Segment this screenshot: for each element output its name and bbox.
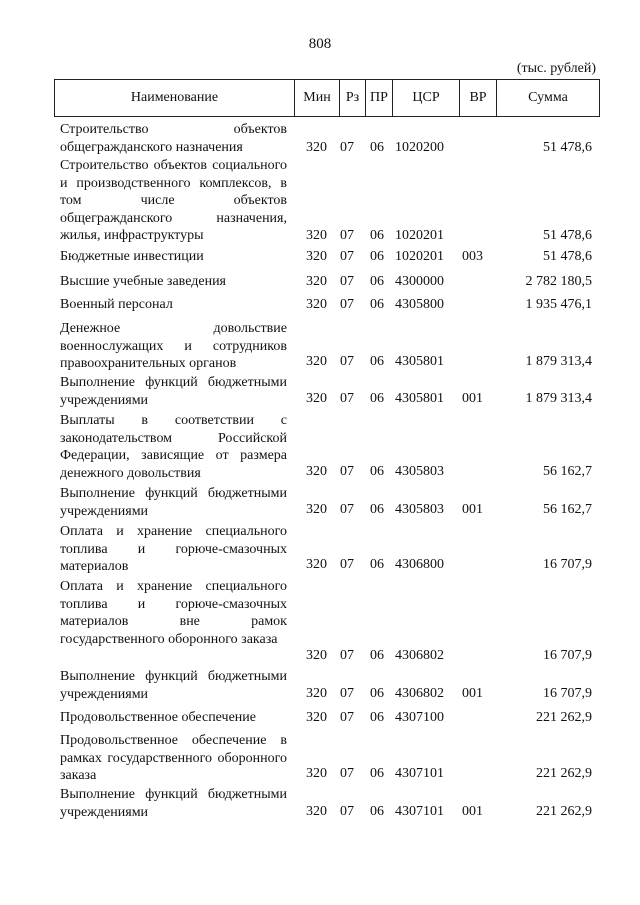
row-csr: 4305801 <box>395 354 444 369</box>
row-name: Оплата и хранение специального топлива и горюче-смазочных материалов <box>60 524 287 574</box>
row-min: 320 <box>306 354 327 369</box>
row-sum: 51 478,6 <box>543 139 592 155</box>
row-pr: 06 <box>370 464 384 479</box>
row-min: 320 <box>306 228 327 243</box>
row-rz: 07 <box>340 710 354 725</box>
row-rz: 07 <box>340 228 354 243</box>
row-name: Выполнение функций бюджетными учреждениями <box>60 787 287 820</box>
row-min: 320 <box>306 766 327 781</box>
row-sum: 1 879 313,4 <box>525 354 592 369</box>
header-rz: Рз <box>340 80 366 116</box>
row-sum: 16 707,9 <box>543 648 592 663</box>
row-rz: 07 <box>340 464 354 479</box>
row-name: Бюджетные инвестиции <box>60 249 204 264</box>
row-csr: 1020201 <box>395 249 444 264</box>
row-pr: 06 <box>370 139 384 155</box>
row-pr: 06 <box>370 354 384 369</box>
row-min: 320 <box>306 249 327 264</box>
row-min: 320 <box>306 686 327 701</box>
row-rz: 07 <box>340 249 354 264</box>
row-min: 320 <box>306 804 327 819</box>
row-pr: 06 <box>370 557 384 572</box>
row-csr: 4305800 <box>395 297 444 312</box>
row-rz: 07 <box>340 139 354 155</box>
row-min: 320 <box>306 648 327 663</box>
row-csr: 4307100 <box>395 710 444 725</box>
row-sum: 1 935 476,1 <box>525 297 592 312</box>
row-sum: 16 707,9 <box>543 686 592 701</box>
header-pr: ПР <box>366 80 393 116</box>
row-csr: 4307101 <box>395 804 444 819</box>
row-name: Продовольственное обеспечение <box>60 710 256 725</box>
row-name: Выполнение функций бюджетными учреждениями <box>60 669 287 702</box>
row-name: Выплаты в соответствии с законодательством Российской Федерации, зависящие от размера денежного довольствия <box>60 413 287 481</box>
row-name: Оплата и хранение специального топлива и горюче-смазочных материалов вне рамок государственного оборонного заказа <box>60 579 287 647</box>
row-csr: 4306800 <box>395 557 444 572</box>
row-min: 320 <box>306 557 327 572</box>
header-name: Наименование <box>55 80 295 116</box>
row-rz: 07 <box>340 391 354 406</box>
row-pr: 06 <box>370 686 384 701</box>
row-pr: 06 <box>370 648 384 663</box>
row-vr: 003 <box>462 249 483 264</box>
row-pr: 06 <box>370 274 384 289</box>
row-rz: 07 <box>340 557 354 572</box>
row-csr: 1020201 <box>395 228 444 243</box>
row-vr: 001 <box>462 391 483 406</box>
row-pr: 06 <box>370 502 384 517</box>
row-csr: 4305803 <box>395 502 444 517</box>
row-sum: 221 262,9 <box>536 766 592 781</box>
row-rz: 07 <box>340 502 354 517</box>
row-pr: 06 <box>370 297 384 312</box>
row-pr: 06 <box>370 228 384 243</box>
row-name: Выполнение функций бюджетными учреждениями <box>60 486 287 519</box>
row-min: 320 <box>306 710 327 725</box>
row-name: Продовольственное обеспечение в рамках государственного оборонного заказа <box>60 733 287 783</box>
row-csr: 4305803 <box>395 464 444 479</box>
page-number: 808 <box>308 36 332 52</box>
row-pr: 06 <box>370 766 384 781</box>
table-header <box>54 79 600 117</box>
row-name: Строительство объектов общегражданского назначения <box>60 122 287 155</box>
row-csr: 4307101 <box>395 766 444 781</box>
row-min: 320 <box>306 502 327 517</box>
row-min: 320 <box>306 464 327 479</box>
row-name: Военный персонал <box>60 297 173 312</box>
row-pr: 06 <box>370 710 384 725</box>
row-csr: 4306802 <box>395 686 444 701</box>
units-note: (тыс. рублей) <box>516 61 596 76</box>
row-sum: 51 478,6 <box>543 228 592 243</box>
row-vr: 001 <box>462 502 483 517</box>
row-name: Строительство объектов социального и производственного комплексов, в том числе объектов общегражданского назначения, жилья, инфраструктуры <box>60 158 287 243</box>
row-pr: 06 <box>370 804 384 819</box>
row-sum: 1 879 313,4 <box>525 391 592 406</box>
header-min: Мин <box>295 80 340 116</box>
header-csr: ЦСР <box>393 80 460 116</box>
row-rz: 07 <box>340 648 354 663</box>
row-rz: 07 <box>340 274 354 289</box>
header-sum: Сумма <box>528 90 568 105</box>
row-csr: 4305801 <box>395 391 444 406</box>
row-name: Денежное довольствие военнослужащих и сотрудников правоохранительных органов <box>60 321 287 371</box>
row-csr: 1020200 <box>395 139 444 155</box>
row-min: 320 <box>306 391 327 406</box>
row-vr: 001 <box>462 804 483 819</box>
row-sum: 56 162,7 <box>543 502 592 517</box>
row-sum: 16 707,9 <box>543 557 592 572</box>
row-csr: 4306802 <box>395 648 444 663</box>
row-name: Выполнение функций бюджетными учреждениями <box>60 375 287 408</box>
row-sum: 2 782 180,5 <box>525 274 592 289</box>
row-min: 320 <box>306 274 327 289</box>
header-vr: ВР <box>460 80 497 116</box>
row-rz: 07 <box>340 686 354 701</box>
row-rz: 07 <box>340 804 354 819</box>
row-min: 320 <box>306 139 327 155</box>
row-pr: 06 <box>370 391 384 406</box>
row-name: Высшие учебные заведения <box>60 274 226 289</box>
row-vr: 001 <box>462 686 483 701</box>
row-sum: 56 162,7 <box>543 464 592 479</box>
row-min: 320 <box>306 297 327 312</box>
row-sum: 221 262,9 <box>536 710 592 725</box>
row-rz: 07 <box>340 297 354 312</box>
row-rz: 07 <box>340 354 354 369</box>
row-pr: 06 <box>370 249 384 264</box>
row-rz: 07 <box>340 766 354 781</box>
row-sum: 51 478,6 <box>543 249 592 264</box>
row-sum: 221 262,9 <box>536 804 592 819</box>
row-csr: 4300000 <box>395 274 444 289</box>
